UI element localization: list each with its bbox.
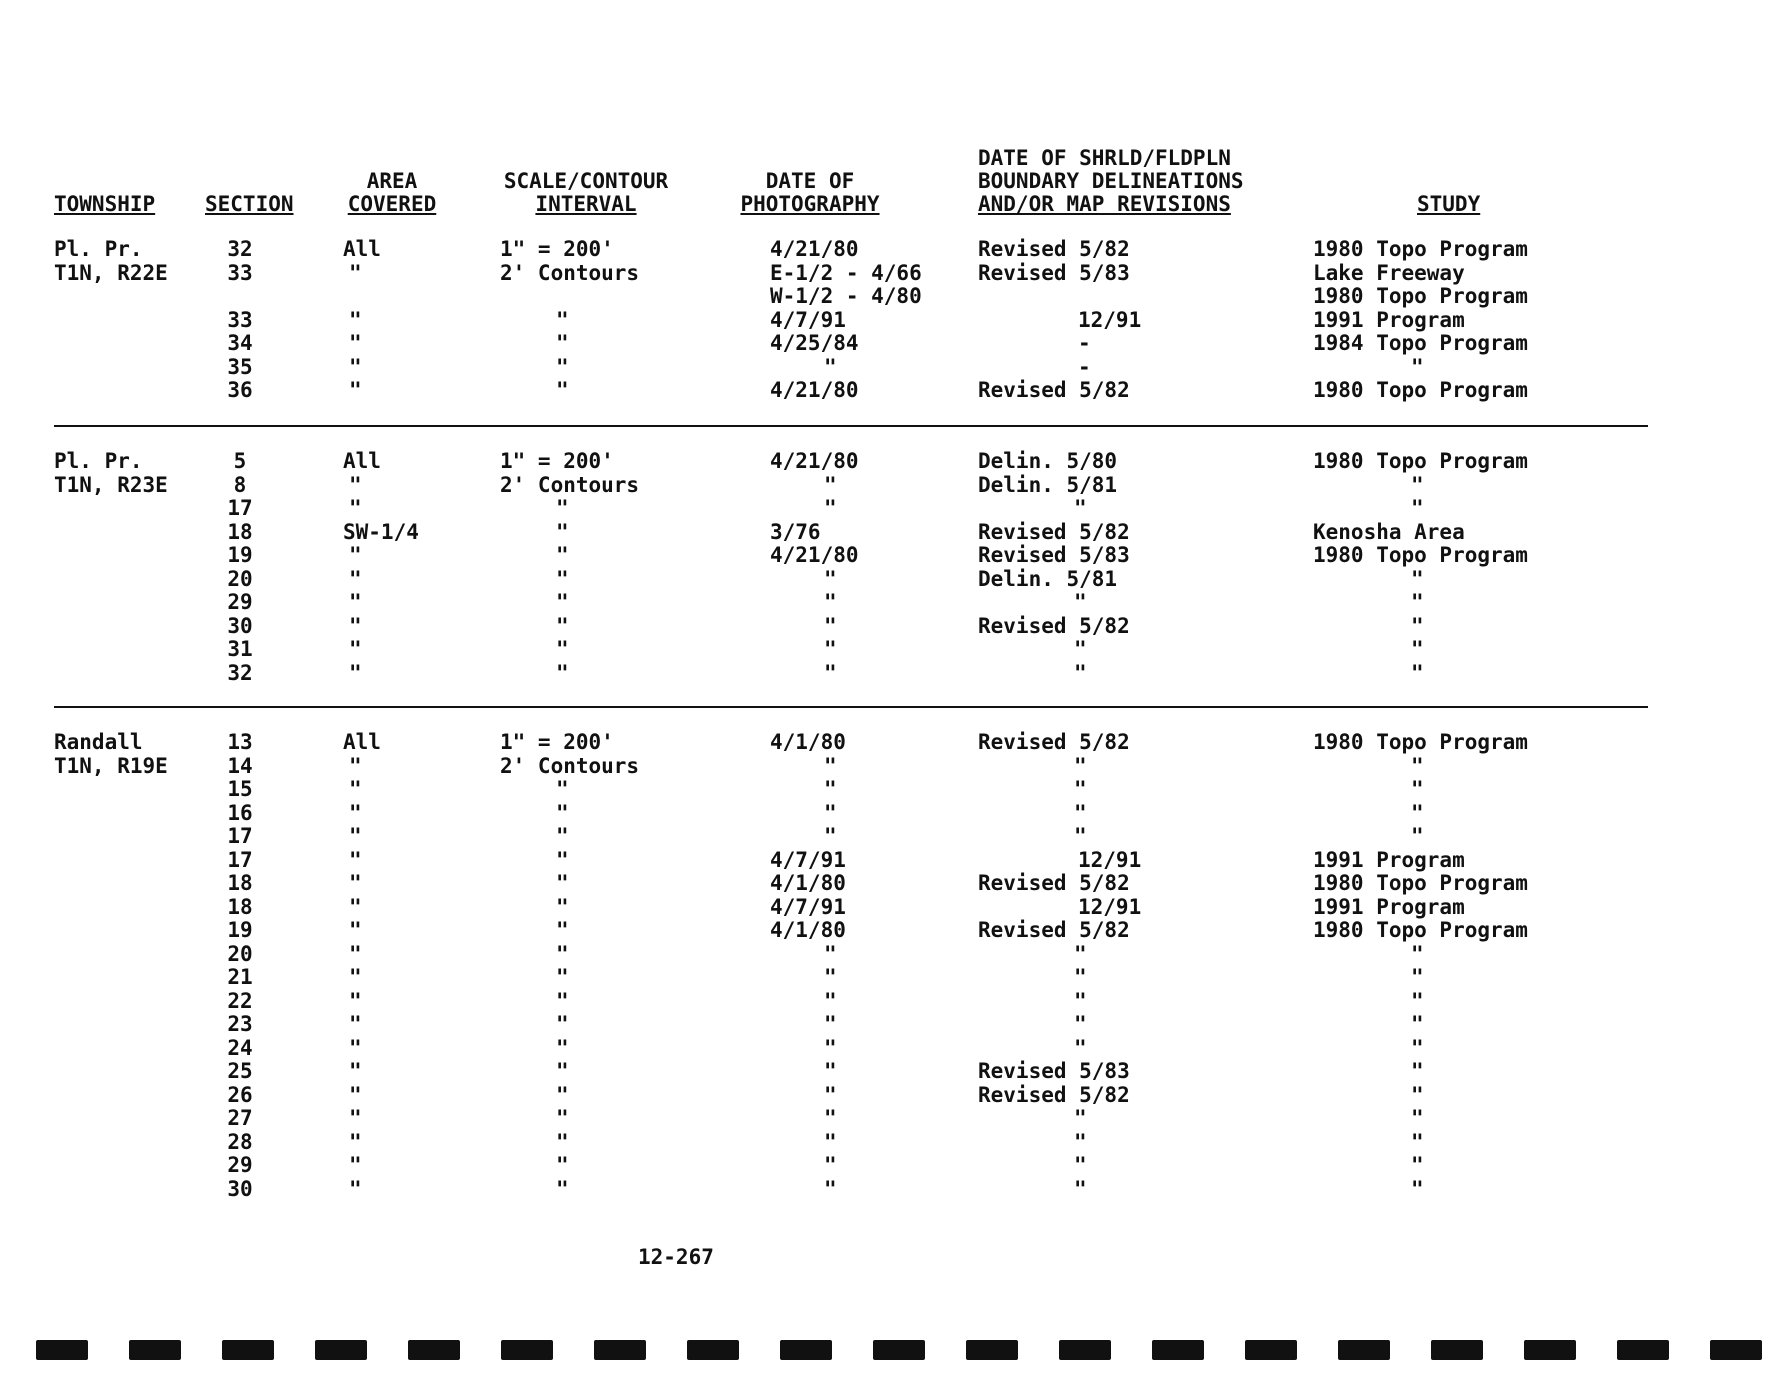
area-cell: " [349, 918, 362, 942]
study-cell: " [1411, 637, 1424, 661]
edge-mark [1431, 1340, 1483, 1360]
area-cell: " [349, 660, 362, 685]
delineation-cell: - [1078, 331, 1091, 355]
scale-cell: " [556, 637, 569, 661]
photo-date-cell: " [824, 354, 837, 379]
delineation-cell: " [1074, 753, 1087, 778]
page-number: 12-267 [638, 1245, 714, 1269]
scale-cell: " [556, 1106, 569, 1130]
area-cell: " [349, 566, 362, 591]
edge-mark [594, 1340, 646, 1360]
delineation-cell: " [1074, 1035, 1087, 1060]
section-cell: 14 [227, 753, 253, 778]
table-row [0, 521, 1789, 544]
table-row [0, 285, 1789, 308]
edge-mark [408, 1340, 460, 1360]
edge-mark [873, 1340, 925, 1360]
scale-cell: " [556, 1035, 569, 1060]
section-cell: 30 [227, 1176, 253, 1201]
photo-date-cell: E-1/2 - 4/66 [770, 260, 922, 285]
section-cell: 18 [227, 894, 253, 919]
photo-date-cell: " [824, 613, 837, 638]
edge-mark [315, 1340, 367, 1360]
study-cell: " [1411, 590, 1424, 614]
photo-date-cell: 3/76 [770, 519, 821, 544]
header-delineations: DATE OF SHRLD/FLDPLN BOUNDARY DELINEATIONS AND/OR MAP REVISIONS [978, 146, 1244, 216]
area-cell: " [349, 988, 362, 1013]
scale-cell: " [556, 1176, 569, 1201]
header-scale-contour: SCALE/CONTOUR INTERVAL [503, 169, 669, 216]
scale-cell: " [556, 590, 569, 614]
section-cell: 18 [227, 519, 253, 544]
scale-cell: " [556, 941, 569, 966]
edge-mark [36, 1340, 88, 1360]
photo-date-cell: " [824, 941, 837, 966]
header-section: SECTION [205, 192, 294, 216]
study-cell: 1980 Topo Program [1313, 730, 1528, 754]
delineation-cell: 12/91 [1078, 307, 1142, 332]
header-area-covered: AREA COVERED [347, 169, 437, 216]
table-row [0, 1178, 1789, 1201]
township-cell: Pl. Pr. [54, 449, 143, 473]
table-row [0, 450, 1789, 473]
photo-date-cell: 4/21/80 [770, 449, 859, 473]
photo-date-cell: " [824, 1082, 837, 1107]
section-cell: 8 [233, 472, 247, 497]
delineation-cell: Revised 5/82 [978, 378, 1130, 402]
delineation-cell: Revised 5/82 [978, 613, 1130, 638]
scale-cell: 1" = 200' [500, 730, 614, 754]
township-cell: Pl. Pr. [54, 237, 143, 261]
area-cell: " [349, 1082, 362, 1107]
table-row [0, 1154, 1789, 1177]
header-study: STUDY [1417, 192, 1481, 216]
area-cell: " [349, 307, 362, 332]
study-cell: " [1411, 472, 1424, 497]
scale-cell: 1" = 200' [500, 449, 614, 473]
study-cell: " [1411, 1153, 1424, 1177]
area-cell: " [349, 1059, 362, 1083]
area-cell: " [349, 871, 362, 895]
section-cell: 21 [227, 965, 253, 989]
area-cell: " [349, 894, 362, 919]
photo-date-cell: " [824, 753, 837, 778]
table-row [0, 474, 1789, 497]
table-row [0, 356, 1789, 379]
photo-date-cell: " [824, 800, 837, 825]
section-cell: 26 [227, 1082, 253, 1107]
section-cell: 30 [227, 613, 253, 638]
edge-mark [1710, 1340, 1762, 1360]
section-cell: 33 [227, 307, 253, 332]
table-row [0, 497, 1789, 520]
delineation-cell: Delin. 5/81 [978, 472, 1118, 497]
section-cell: 13 [227, 730, 253, 754]
photo-date-cell: " [824, 1059, 837, 1083]
study-cell: " [1411, 613, 1424, 638]
delineation-cell: " [1074, 777, 1087, 801]
study-cell: 1991 Program [1313, 307, 1465, 332]
study-cell: 1984 Topo Program [1313, 331, 1528, 355]
scale-cell: 2' Contours [500, 472, 640, 497]
delineation-cell: Revised 5/82 [978, 871, 1130, 895]
scale-cell: " [556, 354, 569, 379]
study-cell: " [1411, 1082, 1424, 1107]
study-cell: Kenosha Area [1313, 519, 1465, 544]
study-cell: Lake Freeway [1313, 260, 1465, 285]
section-cell: 5 [233, 449, 247, 473]
delineation-cell: Revised 5/82 [978, 918, 1130, 942]
delineation-cell: " [1074, 660, 1087, 685]
study-cell: " [1411, 354, 1424, 379]
delineation-cell: Delin. 5/80 [978, 449, 1118, 473]
table-row [0, 990, 1789, 1013]
delineation-cell: " [1074, 965, 1087, 989]
delineation-cell: Revised 5/82 [978, 519, 1130, 544]
edge-mark [687, 1340, 739, 1360]
table-header [0, 140, 1789, 220]
scale-cell: " [556, 1059, 569, 1083]
delineation-cell: Revised 5/83 [978, 543, 1130, 567]
table-row [0, 896, 1789, 919]
table-row [0, 379, 1789, 402]
scale-cell: " [556, 1012, 569, 1036]
section-cell: 17 [227, 824, 253, 848]
delineation-cell: " [1074, 824, 1087, 848]
township-cell: Randall [54, 730, 143, 754]
photo-date-cell: " [824, 1106, 837, 1130]
photo-date-cell: " [824, 637, 837, 661]
study-cell: 1991 Program [1313, 847, 1465, 872]
header-township: TOWNSHIP [54, 192, 156, 216]
table-row [0, 966, 1789, 989]
photo-date-cell: " [824, 777, 837, 801]
edge-mark [1152, 1340, 1204, 1360]
area-cell: All [343, 730, 381, 754]
table-row [0, 872, 1789, 895]
scale-cell: " [556, 331, 569, 355]
table-row [0, 849, 1789, 872]
photo-date-cell: " [824, 660, 837, 685]
photo-date-cell: " [824, 590, 837, 614]
area-cell: " [349, 1035, 362, 1060]
area-cell: " [349, 847, 362, 872]
delineation-cell: Revised 5/83 [978, 1059, 1130, 1083]
photo-date-cell: " [824, 496, 837, 520]
section-cell: 32 [227, 237, 253, 261]
section-cell: 24 [227, 1035, 253, 1060]
scale-cell: " [556, 307, 569, 332]
delineation-cell: 12/91 [1078, 847, 1142, 872]
study-cell: 1980 Topo Program [1313, 543, 1528, 567]
section-cell: 22 [227, 988, 253, 1013]
table-row [0, 544, 1789, 567]
table-row [0, 1037, 1789, 1060]
scale-cell: 2' Contours [500, 260, 640, 285]
scale-cell: " [556, 660, 569, 685]
photo-date-cell: 4/1/80 [770, 871, 846, 895]
scale-cell: " [556, 894, 569, 919]
table-row [0, 238, 1789, 261]
section-cell: 15 [227, 777, 253, 801]
section-cell: 35 [227, 354, 253, 379]
area-cell: " [349, 777, 362, 801]
delineation-cell: " [1074, 496, 1087, 520]
area-cell: " [349, 260, 362, 285]
area-cell: " [349, 472, 362, 497]
edge-mark [1617, 1340, 1669, 1360]
section-cell: 18 [227, 871, 253, 895]
delineation-cell: 12/91 [1078, 894, 1142, 919]
study-cell: " [1411, 496, 1424, 520]
section-cell: 31 [227, 637, 253, 661]
delineation-cell: Revised 5/82 [978, 730, 1130, 754]
delineation-cell: - [1078, 354, 1091, 379]
table-row [0, 1060, 1789, 1083]
study-cell: 1980 Topo Program [1313, 237, 1528, 261]
page-edge-marks [36, 1340, 1776, 1362]
area-cell: " [349, 331, 362, 355]
study-cell: " [1411, 1012, 1424, 1036]
study-cell: " [1411, 941, 1424, 966]
delineation-cell: " [1074, 590, 1087, 614]
scale-cell: " [556, 613, 569, 638]
area-cell: " [349, 965, 362, 989]
table-row [0, 1013, 1789, 1036]
study-cell: " [1411, 800, 1424, 825]
table-row [0, 568, 1789, 591]
area-cell: " [349, 613, 362, 638]
scale-cell: " [556, 496, 569, 520]
study-cell: 1991 Program [1313, 894, 1465, 919]
area-cell: " [349, 637, 362, 661]
table-row [0, 332, 1789, 355]
photo-date-cell: 4/25/84 [770, 331, 859, 355]
delineation-cell: " [1074, 637, 1087, 661]
photo-date-cell: 4/7/91 [770, 847, 846, 872]
study-cell: 1980 Topo Program [1313, 284, 1528, 308]
table-row [0, 591, 1789, 614]
study-cell: " [1411, 1059, 1424, 1083]
table-row [0, 662, 1789, 685]
section-cell: 19 [227, 543, 253, 567]
photo-date-cell: " [824, 472, 837, 497]
scale-cell: " [556, 1153, 569, 1177]
area-cell: " [349, 543, 362, 567]
area-cell: " [349, 354, 362, 379]
area-cell: " [349, 1012, 362, 1036]
study-cell: " [1411, 1176, 1424, 1201]
table-row [0, 1084, 1789, 1107]
scale-cell: " [556, 1082, 569, 1107]
study-cell: 1980 Topo Program [1313, 918, 1528, 942]
section-cell: 16 [227, 800, 253, 825]
section-cell: 33 [227, 260, 253, 285]
section-cell: 27 [227, 1106, 253, 1130]
photo-date-cell: 4/7/91 [770, 307, 846, 332]
section-cell: 34 [227, 331, 253, 355]
delineation-cell: Revised 5/82 [978, 1082, 1130, 1107]
area-cell: " [349, 378, 362, 402]
area-cell: All [343, 449, 381, 473]
study-cell: " [1411, 777, 1424, 801]
edge-mark [1059, 1340, 1111, 1360]
edge-mark [129, 1340, 181, 1360]
delineation-cell: " [1074, 1012, 1087, 1036]
photo-date-cell: " [824, 1012, 837, 1036]
table-row [0, 802, 1789, 825]
section-cell: 25 [227, 1059, 253, 1083]
scale-cell: " [556, 988, 569, 1013]
scale-cell: " [556, 519, 569, 544]
study-cell: 1980 Topo Program [1313, 378, 1528, 402]
study-cell: " [1411, 753, 1424, 778]
table-row [0, 309, 1789, 332]
photo-date-cell: " [824, 1035, 837, 1060]
table-row [0, 755, 1789, 778]
township-cell: T1N, R19E [54, 753, 168, 778]
photo-date-cell: 4/21/80 [770, 543, 859, 567]
delineation-cell: Revised 5/83 [978, 260, 1130, 285]
study-cell: " [1411, 566, 1424, 591]
scale-cell: " [556, 566, 569, 591]
section-cell: 17 [227, 847, 253, 872]
study-cell: " [1411, 660, 1424, 685]
study-cell: " [1411, 965, 1424, 989]
table-row [0, 638, 1789, 661]
photo-date-cell: 4/21/80 [770, 237, 859, 261]
table-row [0, 262, 1789, 285]
area-cell: " [349, 753, 362, 778]
delineation-cell: " [1074, 988, 1087, 1013]
study-cell: " [1411, 1106, 1424, 1130]
section-divider [54, 706, 1648, 708]
photo-date-cell: 4/1/80 [770, 730, 846, 754]
scale-cell: " [556, 378, 569, 402]
area-cell: " [349, 824, 362, 848]
edge-mark [1338, 1340, 1390, 1360]
photo-date-cell: " [824, 1129, 837, 1154]
area-cell: " [349, 1129, 362, 1154]
scale-cell: " [556, 800, 569, 825]
photo-date-cell: " [824, 1153, 837, 1177]
scale-cell: " [556, 847, 569, 872]
photo-date-cell: 4/7/91 [770, 894, 846, 919]
table-row [0, 1131, 1789, 1154]
photo-date-cell: W-1/2 - 4/80 [770, 284, 922, 308]
delineation-cell: Revised 5/82 [978, 237, 1130, 261]
scale-cell: " [556, 543, 569, 567]
table-row [0, 919, 1789, 942]
area-cell: " [349, 1153, 362, 1177]
area-cell: " [349, 800, 362, 825]
edge-mark [501, 1340, 553, 1360]
table-row [0, 1107, 1789, 1130]
scale-cell: " [556, 1129, 569, 1154]
edge-mark [966, 1340, 1018, 1360]
section-divider [54, 425, 1648, 427]
photo-date-cell: " [824, 566, 837, 591]
section-cell: 20 [227, 566, 253, 591]
section-cell: 29 [227, 590, 253, 614]
table-row [0, 778, 1789, 801]
area-cell: " [349, 590, 362, 614]
delineation-cell: " [1074, 1106, 1087, 1130]
scale-cell: " [556, 871, 569, 895]
scale-cell: " [556, 965, 569, 989]
edge-mark [1524, 1340, 1576, 1360]
edge-mark [1245, 1340, 1297, 1360]
edge-mark [222, 1340, 274, 1360]
scale-cell: 2' Contours [500, 753, 640, 778]
study-cell: " [1411, 824, 1424, 848]
header-date-photography: DATE OF PHOTOGRAPHY [740, 169, 880, 216]
photo-date-cell: 4/1/80 [770, 918, 846, 942]
study-cell: 1980 Topo Program [1313, 871, 1528, 895]
scale-cell: " [556, 777, 569, 801]
edge-mark [780, 1340, 832, 1360]
area-cell: All [343, 237, 381, 261]
photo-date-cell: " [824, 965, 837, 989]
township-cell: T1N, R22E [54, 260, 168, 285]
section-cell: 29 [227, 1153, 253, 1177]
delineation-cell: " [1074, 1129, 1087, 1154]
delineation-cell: " [1074, 1176, 1087, 1201]
delineation-cell: " [1074, 800, 1087, 825]
scale-cell: 1" = 200' [500, 237, 614, 261]
delineation-cell: Delin. 5/81 [978, 566, 1118, 591]
section-cell: 32 [227, 660, 253, 685]
scale-cell: " [556, 918, 569, 942]
area-cell: " [349, 941, 362, 966]
section-cell: 23 [227, 1012, 253, 1036]
study-cell: " [1411, 988, 1424, 1013]
section-cell: 20 [227, 941, 253, 966]
section-cell: 19 [227, 918, 253, 942]
table-row [0, 731, 1789, 754]
section-cell: 17 [227, 496, 253, 520]
delineation-cell: " [1074, 941, 1087, 966]
section-cell: 36 [227, 378, 253, 402]
study-cell: " [1411, 1035, 1424, 1060]
area-cell: " [349, 1106, 362, 1130]
photo-date-cell: " [824, 1176, 837, 1201]
township-cell: T1N, R23E [54, 472, 168, 497]
area-cell: " [349, 496, 362, 520]
table-row [0, 615, 1789, 638]
area-cell: " [349, 1176, 362, 1201]
area-cell: SW-1/4 [343, 519, 419, 544]
photo-date-cell: 4/21/80 [770, 378, 859, 402]
delineation-cell: " [1074, 1153, 1087, 1177]
study-cell: " [1411, 1129, 1424, 1154]
scale-cell: " [556, 824, 569, 848]
photo-date-cell: " [824, 824, 837, 848]
study-cell: 1980 Topo Program [1313, 449, 1528, 473]
table-row [0, 825, 1789, 848]
table-row [0, 943, 1789, 966]
section-cell: 28 [227, 1129, 253, 1154]
photo-date-cell: " [824, 988, 837, 1013]
